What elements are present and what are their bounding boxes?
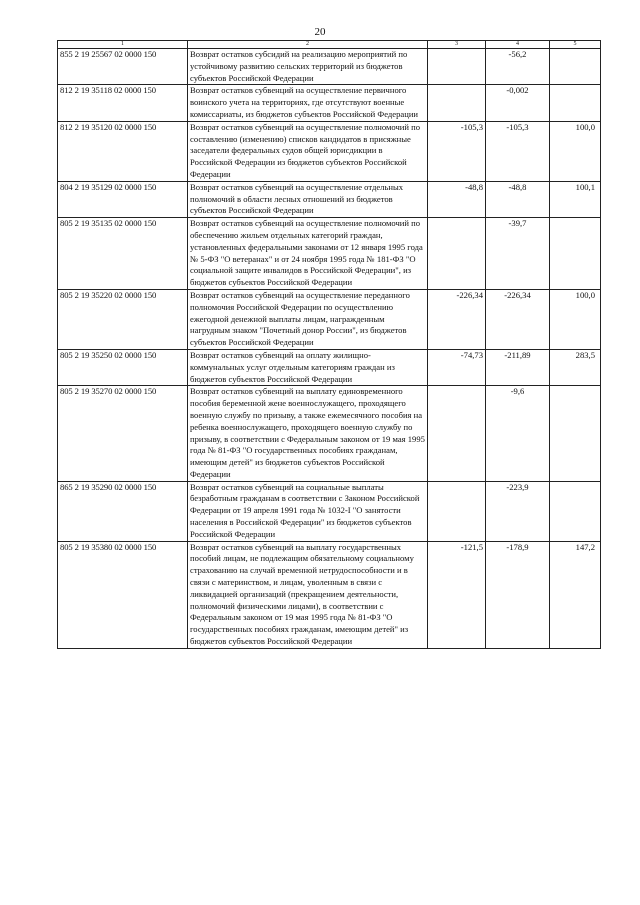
actual-value-cell: -56,2: [486, 49, 550, 85]
actual-value-cell: -39,7: [486, 218, 550, 290]
budget-code-cell: 805 2 19 35380 02 0000 150: [58, 541, 188, 648]
table-row: [58, 541, 601, 648]
actual-value-cell: -211,89: [486, 349, 550, 385]
actual-value-cell: -226,34: [486, 289, 550, 349]
percent-cell: [550, 85, 601, 121]
budget-code-cell: 804 2 19 35129 02 0000 150: [58, 181, 188, 217]
column-number-row: [58, 41, 601, 49]
budget-code-cell: 805 2 19 35270 02 0000 150: [58, 386, 188, 481]
budget-code-cell: 812 2 19 35120 02 0000 150: [58, 121, 188, 181]
plan-value-cell: -121,5: [428, 541, 486, 648]
percent-cell: 283,5: [550, 349, 601, 385]
actual-value-cell: -223,9: [486, 481, 550, 541]
table-header: [58, 41, 601, 49]
budget-revenue-table: [57, 40, 601, 649]
table-row: [58, 349, 601, 385]
budget-code-cell: 855 2 19 25567 02 0000 150: [58, 49, 188, 85]
percent-cell: 100,0: [550, 121, 601, 181]
table-row: [58, 49, 601, 85]
description-cell: Возврат остатков субвенций на оплату жилищно-коммунальных услуг отдельным категориям граждан из бюджетов субъектов Российской Федерации: [188, 349, 428, 385]
budget-code-cell: 805 2 19 35135 02 0000 150: [58, 218, 188, 290]
table-row: [58, 218, 601, 290]
percent-cell: [550, 49, 601, 85]
table-row: [58, 289, 601, 349]
description-cell: Возврат остатков субвенций на осуществление полномочий по обеспечению жильем отдельных категорий граждан, установленных федеральными законами от 12 января 1995 года № 5-ФЗ "О ветеранах" и от 24 ноября 1995 года № 181-ФЗ "О социальной защите инвалидов в Российской Федерации", из бюджетов субъектов Российской Федерации: [188, 218, 428, 290]
percent-cell: 100,1: [550, 181, 601, 217]
table-row: [58, 386, 601, 481]
budget-code-cell: 865 2 19 35290 02 0000 150: [58, 481, 188, 541]
table-row: [58, 121, 601, 181]
plan-value-cell: [428, 386, 486, 481]
plan-value-cell: -105,3: [428, 121, 486, 181]
table-row: [58, 481, 601, 541]
budget-code-cell: 812 2 19 35118 02 0000 150: [58, 85, 188, 121]
plan-value-cell: -48,8: [428, 181, 486, 217]
description-cell: Возврат остатков субвенций на осуществление отдельных полномочий в области лесных отношений из бюджетов субъектов Российской Федерации: [188, 181, 428, 217]
column-number-4: 4: [486, 41, 550, 49]
column-number-2: 2: [188, 41, 428, 49]
actual-value-cell: -178,9: [486, 541, 550, 648]
percent-cell: [550, 481, 601, 541]
description-cell: Возврат остатков субвенций на осуществление полномочий по составлению (изменению) списков кандидатов в присяжные заседатели федеральных судов общей юрисдикции в Российской Федерации из бюджетов субъектов Российской Федерации: [188, 121, 428, 181]
column-number-5: 5: [550, 41, 601, 49]
percent-cell: 147,2: [550, 541, 601, 648]
description-cell: Возврат остатков субвенций на выплату единовременного пособия беременной жене военнослужащего, проходящего военную службу по призыву, а также ежемесячного пособия на ребенка военнослужащего, проходящего военную службу по призыву, в соответствии с Федеральным законом от 19 мая 1995 года № 81-ФЗ "О государственных пособиях гражданам, имеющим детей" из бюджетов субъектов Российской Федерации: [188, 386, 428, 481]
description-cell: Возврат остатков субвенций на осуществление переданного полномочия Российской Федерации по осуществлению ежегодной денежной выплаты лицам, награжденным нагрудным знаком "Почетный донор России", из бюджетов субъектов Российской Федерации: [188, 289, 428, 349]
plan-value-cell: -226,34: [428, 289, 486, 349]
percent-cell: 100,0: [550, 289, 601, 349]
plan-value-cell: [428, 85, 486, 121]
actual-value-cell: -48,8: [486, 181, 550, 217]
budget-code-cell: 805 2 19 35220 02 0000 150: [58, 289, 188, 349]
table-row: [58, 85, 601, 121]
page-number: 20: [314, 26, 326, 38]
description-cell: Возврат остатков субвенций на выплату государственных пособий лицам, не подлежащим обязательному социальному страхованию на случай временной нетрудоспособности и в связи с материнством, и лицам, уволенным в связи с ликвидацией организаций (прекращением деятельности, полномочий физическими лицами), в соответствии с Федеральным законом от 19 мая 1995 года № 81-ФЗ "О государственных пособиях гражданам, имеющим детей" из бюджетов субъектов Российской Федерации: [188, 541, 428, 648]
percent-cell: [550, 386, 601, 481]
actual-value-cell: -9,6: [486, 386, 550, 481]
column-number-3: 3: [428, 41, 486, 49]
table-row: [58, 181, 601, 217]
description-cell: Возврат остатков субвенций на социальные выплаты безработным гражданам в соответствии с Законом Российской Федерации от 19 апреля 1991 года № 1032-I "О занятости населения в Российской Федерации" из бюджетов субъектов Российской Федерации: [188, 481, 428, 541]
actual-value-cell: -105,3: [486, 121, 550, 181]
column-number-1: 1: [58, 41, 188, 49]
actual-value-cell: -0,002: [486, 85, 550, 121]
percent-cell: [550, 218, 601, 290]
plan-value-cell: -74,73: [428, 349, 486, 385]
plan-value-cell: [428, 481, 486, 541]
plan-value-cell: [428, 49, 486, 85]
budget-code-cell: 805 2 19 35250 02 0000 150: [58, 349, 188, 385]
description-cell: Возврат остатков субсидий на реализацию мероприятий по устойчивому развитию сельских территорий из бюджетов субъектов Российской Федерации: [188, 49, 428, 85]
plan-value-cell: [428, 218, 486, 290]
description-cell: Возврат остатков субвенций на осуществление первичного воинского учета на территориях, где отсутствуют военные комиссариаты, из бюджетов субъектов Российской Федерации: [188, 85, 428, 121]
table-body: [58, 49, 601, 649]
